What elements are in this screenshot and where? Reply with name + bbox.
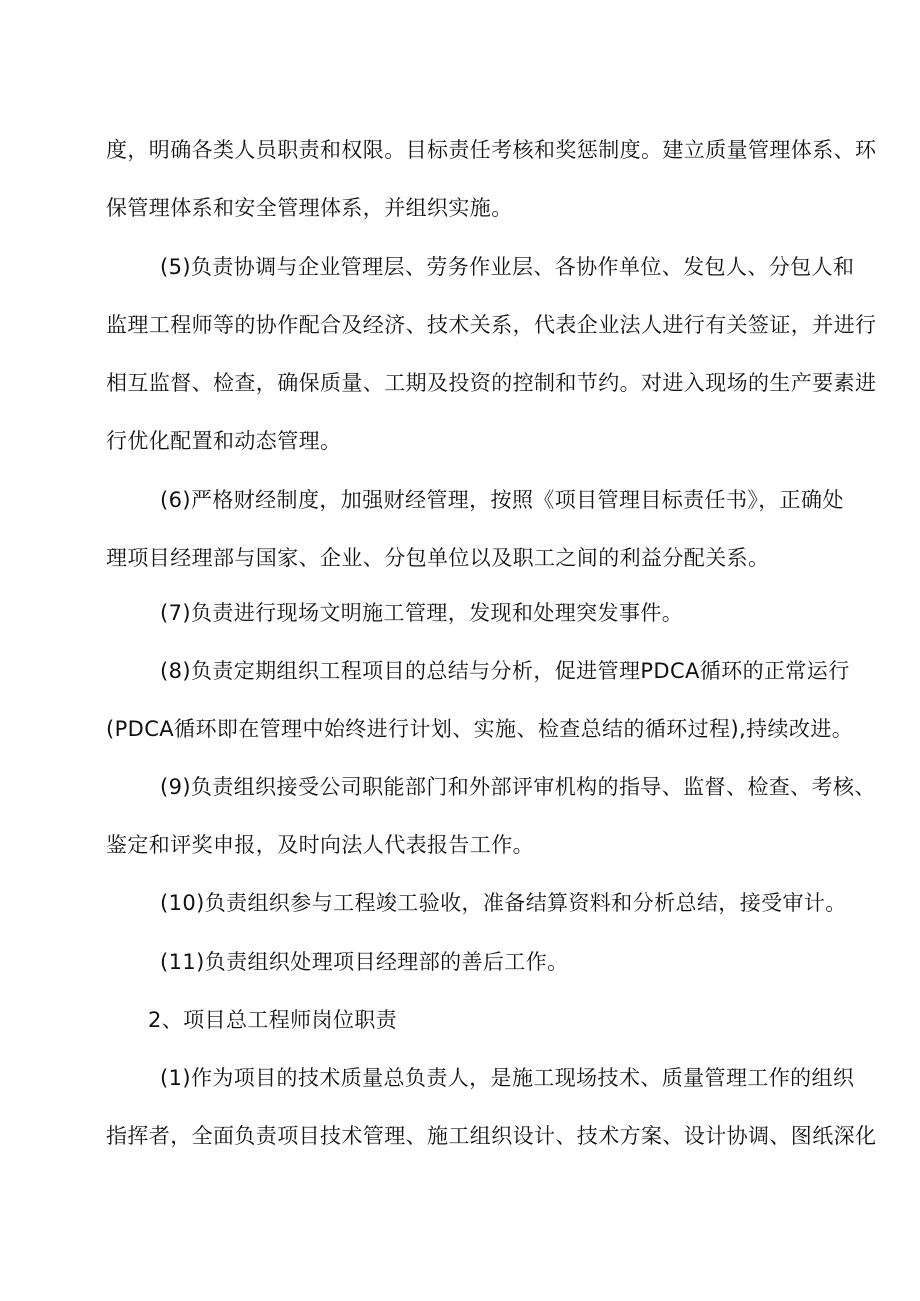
paragraph-line-18: 指挥者，全面负责项目技术管理、施工组织设计、技术方案、设计协调、图纸深化 [106, 1124, 877, 1148]
section-heading: 2、项目总工程师岗位职责 [148, 1008, 398, 1032]
paragraph-line-1: 度，明确各类人员职责和权限。目标责任考核和奖惩制度。建立质量管理体系、环 [106, 138, 877, 162]
paragraph-line-8: 理项目经理部与国家、企业、分包单位以及职工之间的利益分配关系。 [106, 546, 770, 570]
paragraph-line-7: (6)严格财经制度，加强财经管理，按照《项目管理目标责任书》，正确处 [160, 488, 844, 512]
paragraph-line-4: 监理工程师等的协作配合及经济、技术关系，代表企业法人进行有关签证，并进行 [106, 313, 877, 337]
paragraph-line-6: 行优化配置和动态管理。 [106, 429, 342, 453]
paragraph-line-9: (7)负责进行现场文明施工管理，发现和处理突发事件。 [160, 601, 684, 625]
paragraph-line-13: 鉴定和评奖申报，及时向法人代表报告工作。 [106, 833, 534, 857]
paragraph-line-2: 保管理体系和安全管理体系，并组织实施。 [106, 196, 513, 220]
paragraph-line-5: 相互监督、检查，确保质量、工期及投资的控制和节约。对进入现场的生产要素进 [106, 371, 877, 395]
paragraph-line-12: (9)负责组织接受公司职能部门和外部评审机构的指导、监督、检查、考核、 [160, 775, 876, 799]
paragraph-line-11: (PDCA循环即在管理中始终进行计划、实施、检查总结的循环过程),持续改进。 [106, 717, 854, 741]
paragraph-line-17: (1)作为项目的技术质量总负责人，是施工现场技术、质量管理工作的组织 [160, 1066, 855, 1090]
paragraph-line-14: (10)负责组织参与工程竣工验收，准备结算资料和分析总结，接受审计。 [160, 891, 847, 915]
paragraph-line-10: (8)负责定期组织工程项目的总结与分析，促进管理PDCA循环的正常运行 [160, 659, 850, 683]
paragraph-line-3: (5)负责协调与企业管理层、劳务作业层、各协作单位、发包人、分包人和 [160, 255, 855, 279]
paragraph-line-15: (11)负责组织处理项目经理部的善后工作。 [160, 950, 569, 974]
